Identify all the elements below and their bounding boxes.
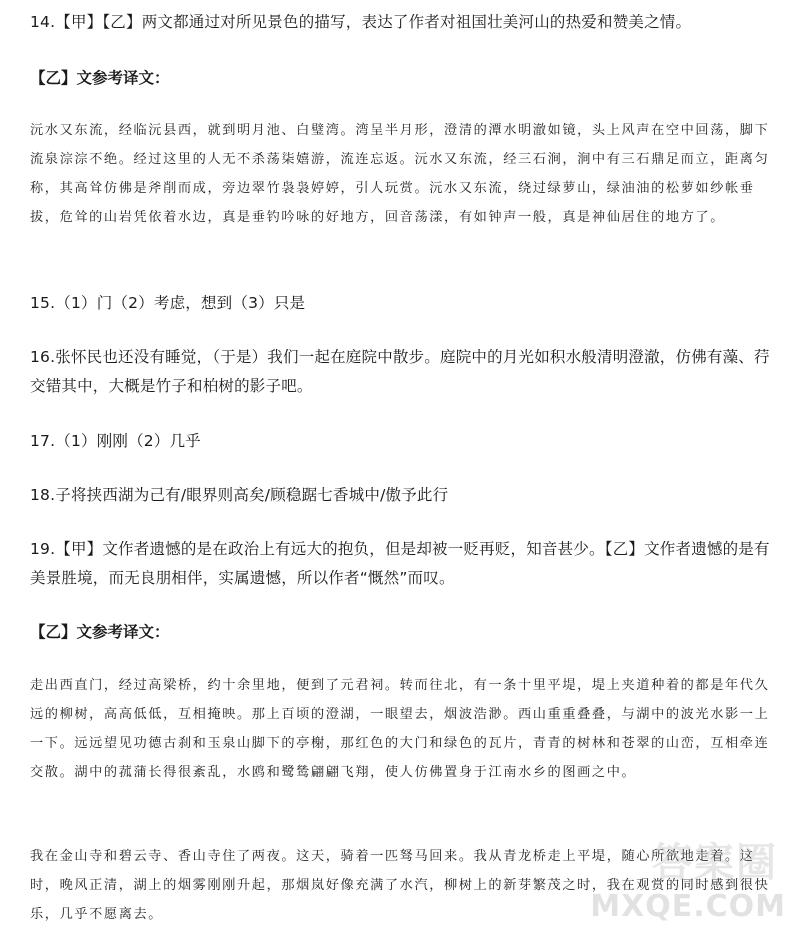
watermark-cn-text: 答案圈 <box>652 840 778 886</box>
translation-text-2: 走出西直门，经过高梁桥，约十余里地，便到了元君祠。转而往北，有一条十里平堤，堤上夹道种着的都是年代久远的柳树，高高低低，互相掩映。那上百顷的澄湖，一眼望去，烟波浩渺。西山重重叠叠，与湖中的波光水影一上一下。远远望见功德古刹和玉泉山脚下的亭榭，那红色的大门和绿色的瓦片，青青的树林和苍翠的山峦，互相牵连交散。湖中的菰蒲长得很紊乱，水鸥和鹭鸶翩翩飞翔，使人仿佛置身于江南水乡的图画之中。 <box>30 678 770 780</box>
translation-text-3: 我在金山寺和碧云寺、香山寺住了两夜。这天，骑着一匹驽马回来。我从青龙桥走上平堤，随心所欲地走着。这时，晚风正清，湖上的烟雾刚刚升起，那烟岚好像充满了水汽，柳树上的新芽繁茂之时，我在观赏的同时感到很快乐，几乎不愿离去。 <box>30 849 770 922</box>
answer-16: 16.张怀民也还没有睡觉，（于是）我们一起在庭院中散步。庭院中的月光如积水般清明澄澈，仿佛有藻、荇交错其中，大概是竹子和柏树的影子吧。 <box>30 348 770 395</box>
answer-14: 14.【甲】【乙】两文都通过对所见景色的描写，表达了作者对祖国壮美河山的热爱和赞美之情。 <box>30 13 692 31</box>
watermark-url-text: MXQE.COM <box>590 889 786 924</box>
answer-15: 15.（1）门（2）考虑，想到（3）只是 <box>30 294 306 312</box>
translation-heading-1: 【乙】文参考译文： <box>30 69 170 87</box>
answer-19: 19.【甲】文作者遗憾的是在政治上有远大的抱负，但是却被一贬再贬，知音甚少。【乙】文作者遗憾的是有美景胜境，而无良朋相伴，实属遗憾，所以作者“慨然”而叹。 <box>30 540 770 587</box>
answer-18: 18.子将挟西湖为己有/眼界则高矣/顾稳踞七香城中/傲予此行 <box>30 486 449 504</box>
translation-text-1: 沅水又东流，经临沅县西，就到明月池、白璧湾。湾呈半月形，澄清的潭水明澈如镜，头上风声在空中回荡，脚下流泉淙淙不绝。经过这里的人无不杀荡柒嬉游，流连忘返。沅水又东流，经三石涧，涧中有三石鼎足而立，距离匀称，其高耸仿佛是斧削而成，旁边翠竹袅袅婷婷，引人玩赏。沅水又东流，绕过绿萝山，绿油油的松萝如纱帐垂拔，危耸的山岩凭依着水边，真是垂钓吟咏的好地方，回音荡漾，有如钟声一般，真是神仙居住的地方了。 <box>30 123 770 225</box>
translation-heading-2: 【乙】文参考译文： <box>30 623 170 641</box>
answer-17: 17.（1）刚刚（2）几乎 <box>30 432 201 450</box>
